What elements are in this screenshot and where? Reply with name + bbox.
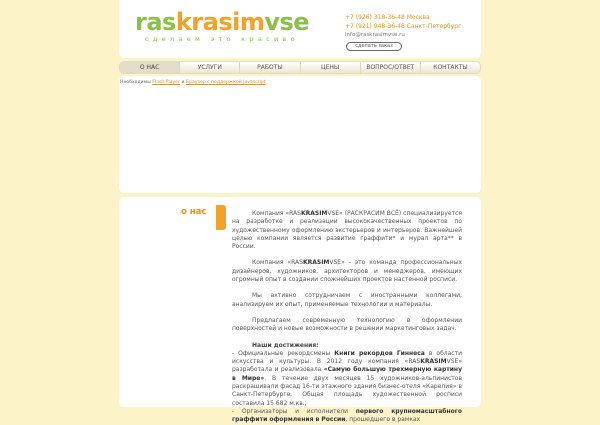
order-button[interactable]: сделать заказ	[346, 42, 402, 51]
tagline: сделаем это красиво	[145, 35, 299, 43]
notice-separator: и	[179, 80, 186, 85]
paragraph-4: Предлагаем современную технологию в оформлении поверхностей и новые возможности в решении маркетинговых задач.	[232, 316, 462, 333]
javascript-browser-link[interactable]: Браузер с поддержкой javascript	[185, 80, 266, 85]
logo[interactable]	[135, 10, 309, 34]
section-title: о нас	[181, 207, 207, 217]
notice-prefix: Необходимы	[120, 80, 151, 85]
flash-area	[119, 76, 481, 193]
nav-item-about[interactable]: О НАС	[120, 62, 180, 73]
paragraph-3: Мы активно сотрудничаем с иностранными коллегами, анализируем их опыт, применяемые технологии и материалы.	[232, 292, 462, 308]
flash-notice	[120, 80, 266, 85]
nav-item-prices[interactable]: ЦЕНЫ	[301, 62, 361, 73]
header	[119, 0, 481, 58]
title-accent-bar	[216, 205, 226, 230]
contacts	[345, 13, 461, 40]
paragraph-1: Компания «RASKRASIMVSE» (РАСКРАСИМ ВСЁ) специализируется на разработке и реализации высококачественных проектов по художественному оформлению экстерьеров и интерьеров. Важнейшей целью компании является развитие граффити* и мурал арта** в России.	[232, 210, 462, 251]
logo-part-ras: ras	[135, 8, 176, 36]
nav-item-services[interactable]: УСЛУГИ	[180, 62, 240, 73]
main-nav	[119, 61, 481, 74]
achievement-1: - Официальные рекордсмены Книги рекордов Гиннеса в области искусства и культуры. В 2012 году компания «RASKRASIMVSE» разработала и реализовала «Самую большую трехмерную картину в Мире». В течение двух месяцев 15 художников-альпинистов раскрашивали фасад 16-ти этажного здания бизнес-отеля «Карелия» в Санкт-Петербурге. Общая площадь художественной росписи составила 15 682 м.кв.;	[232, 349, 462, 407]
nav-item-works[interactable]: РАБОТЫ	[240, 62, 300, 73]
logo-part-vse: vse	[264, 8, 310, 36]
phone-spb: +7 (921) 948-36-48 Санкт-Петербург	[345, 23, 462, 30]
achievement-2: - Организаторы и исполнители первого крупномасштабного граффити оформления в России, прошедшего в рамках	[232, 407, 463, 424]
nav-item-contacts[interactable]: КОНТАКТЫ	[433, 64, 468, 71]
logo-part-krasim: krasim	[175, 8, 265, 36]
about-text	[232, 210, 462, 425]
flash-player-link[interactable]: Flash Player	[152, 80, 180, 85]
email-link[interactable]: info@raskrasimvse.ru	[345, 32, 405, 38]
nav-item-faq[interactable]: ВОПРОС/ОТВЕТ	[361, 62, 421, 73]
phone-moscow: +7 (926) 318-36-48 Москва	[345, 14, 430, 21]
achievements-title: Наши достижения:	[252, 341, 319, 349]
paragraph-2: Компания «RASKRASIMVSE» - это команда профессиональных дизайнеров, художников, архитекторов и менеджеров, имеющих огромный опыт в создании сложнейших проектов настенной росписи.	[232, 259, 463, 284]
page-wrapper	[119, 0, 481, 424]
content-panel	[119, 197, 481, 424]
